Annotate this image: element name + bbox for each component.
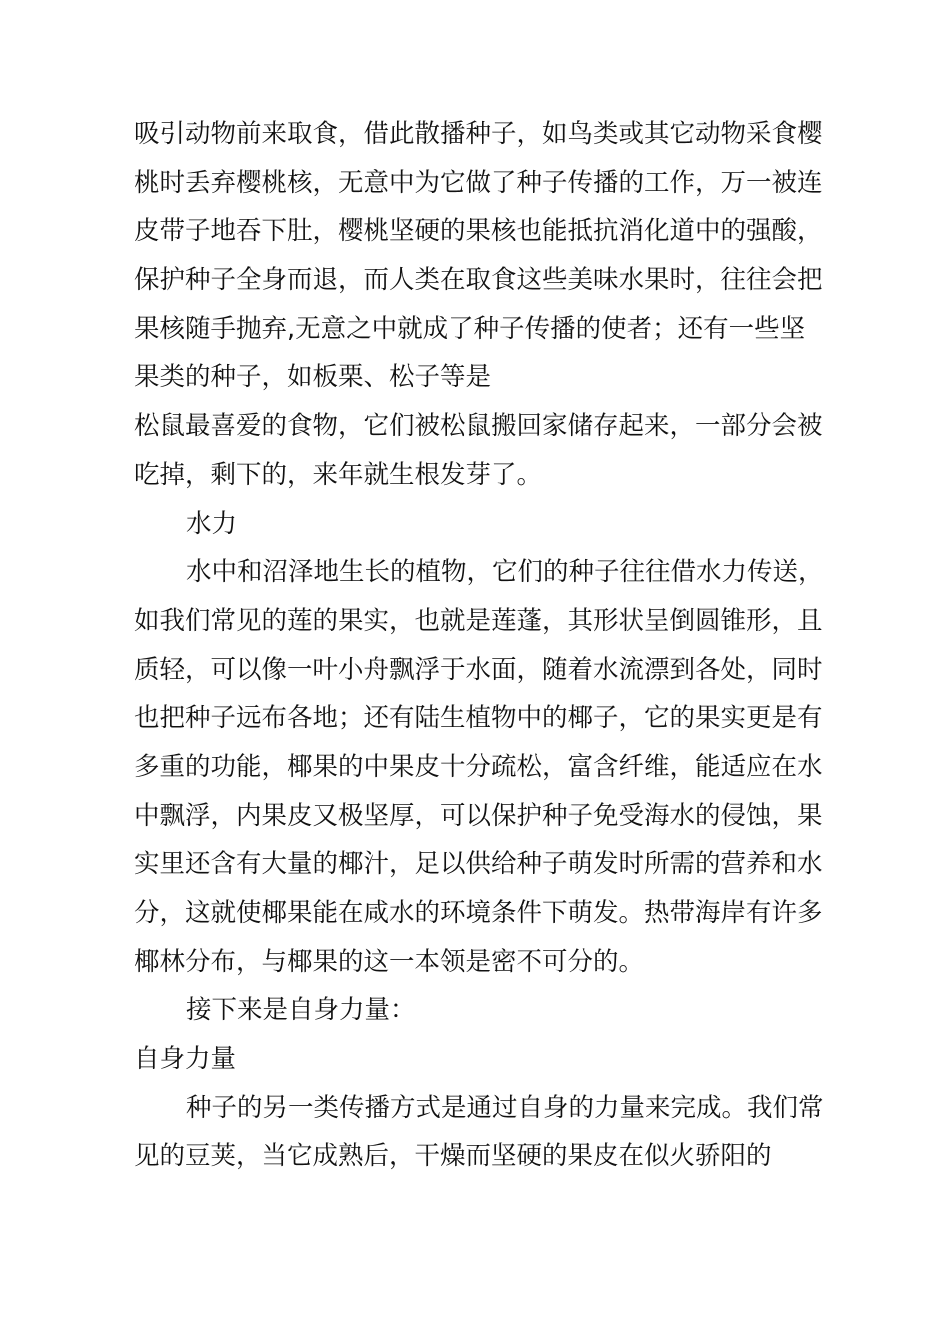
text-line: 吃掉，剩下的，来年就生根发芽了。 [134, 459, 543, 490]
text-line: 椰林分布，与椰果的这一本领是密不可分的。 [134, 946, 645, 977]
section-heading-water: 水力 [186, 508, 238, 539]
text-line: 也把种子远布各地；还有陆生植物中的椰子，它的果实更是有 [134, 703, 823, 734]
section-heading-self-force: 自身力量 [134, 1044, 237, 1075]
text-line: 中飘浮，内果皮又极坚厚，可以保护种子免受海水的侵蚀，果 [134, 800, 823, 831]
text-line: 见的豆荚，当它成熟后，干燥而坚硬的果皮在似火骄阳的 [134, 1141, 772, 1172]
text-line: 水中和沼泽地生长的植物，它们的种子往往借水力传送， [186, 557, 824, 588]
text-line: 接下来是自身力量： [186, 995, 416, 1026]
text-line: 松鼠最喜爱的食物，它们被松鼠搬回家储存起来，一部分会被 [134, 411, 823, 442]
text-line: 皮带子地吞下肚，樱桃坚硬的果核也能抵抗消化道中的强酸， [134, 216, 823, 247]
text-line: 如我们常见的莲的果实，也就是莲蓬，其形状呈倒圆锥形，且 [134, 605, 823, 636]
text-line: 多重的功能，椰果的中果皮十分疏松，富含纤维，能适应在水 [134, 751, 823, 782]
text-line: 果类的种子，如板栗、松子等是 [134, 362, 492, 393]
text-line: 种子的另一类传播方式是通过自身的力量来完成。我们常 [186, 1092, 824, 1123]
text-line: 分，这就使椰果能在咸水的环境条件下萌发。热带海岸有许多 [134, 898, 823, 928]
text-line: 实里还含有大量的椰汁，足以供给种子萌发时所需的营养和水 [134, 849, 823, 880]
text-line: 保护种子全身而退，而人类在取食这些美味水果时，往往会把 [134, 265, 823, 296]
text-line: 桃时丢弃樱桃核，无意中为它做了种子传播的工作，万一被连 [134, 167, 823, 198]
text-line: 吸引动物前来取食，借此散播种子，如鸟类或其它动物采食樱 [134, 119, 823, 149]
text-line: 果核随手抛弃,无意之中就成了种子传播的使者；还有一些坚 [134, 313, 806, 344]
text-line: 质轻，可以像一叶小舟飘浮于水面，随着水流漂到各处，同时 [134, 654, 823, 685]
body-text [134, 110, 834, 1181]
